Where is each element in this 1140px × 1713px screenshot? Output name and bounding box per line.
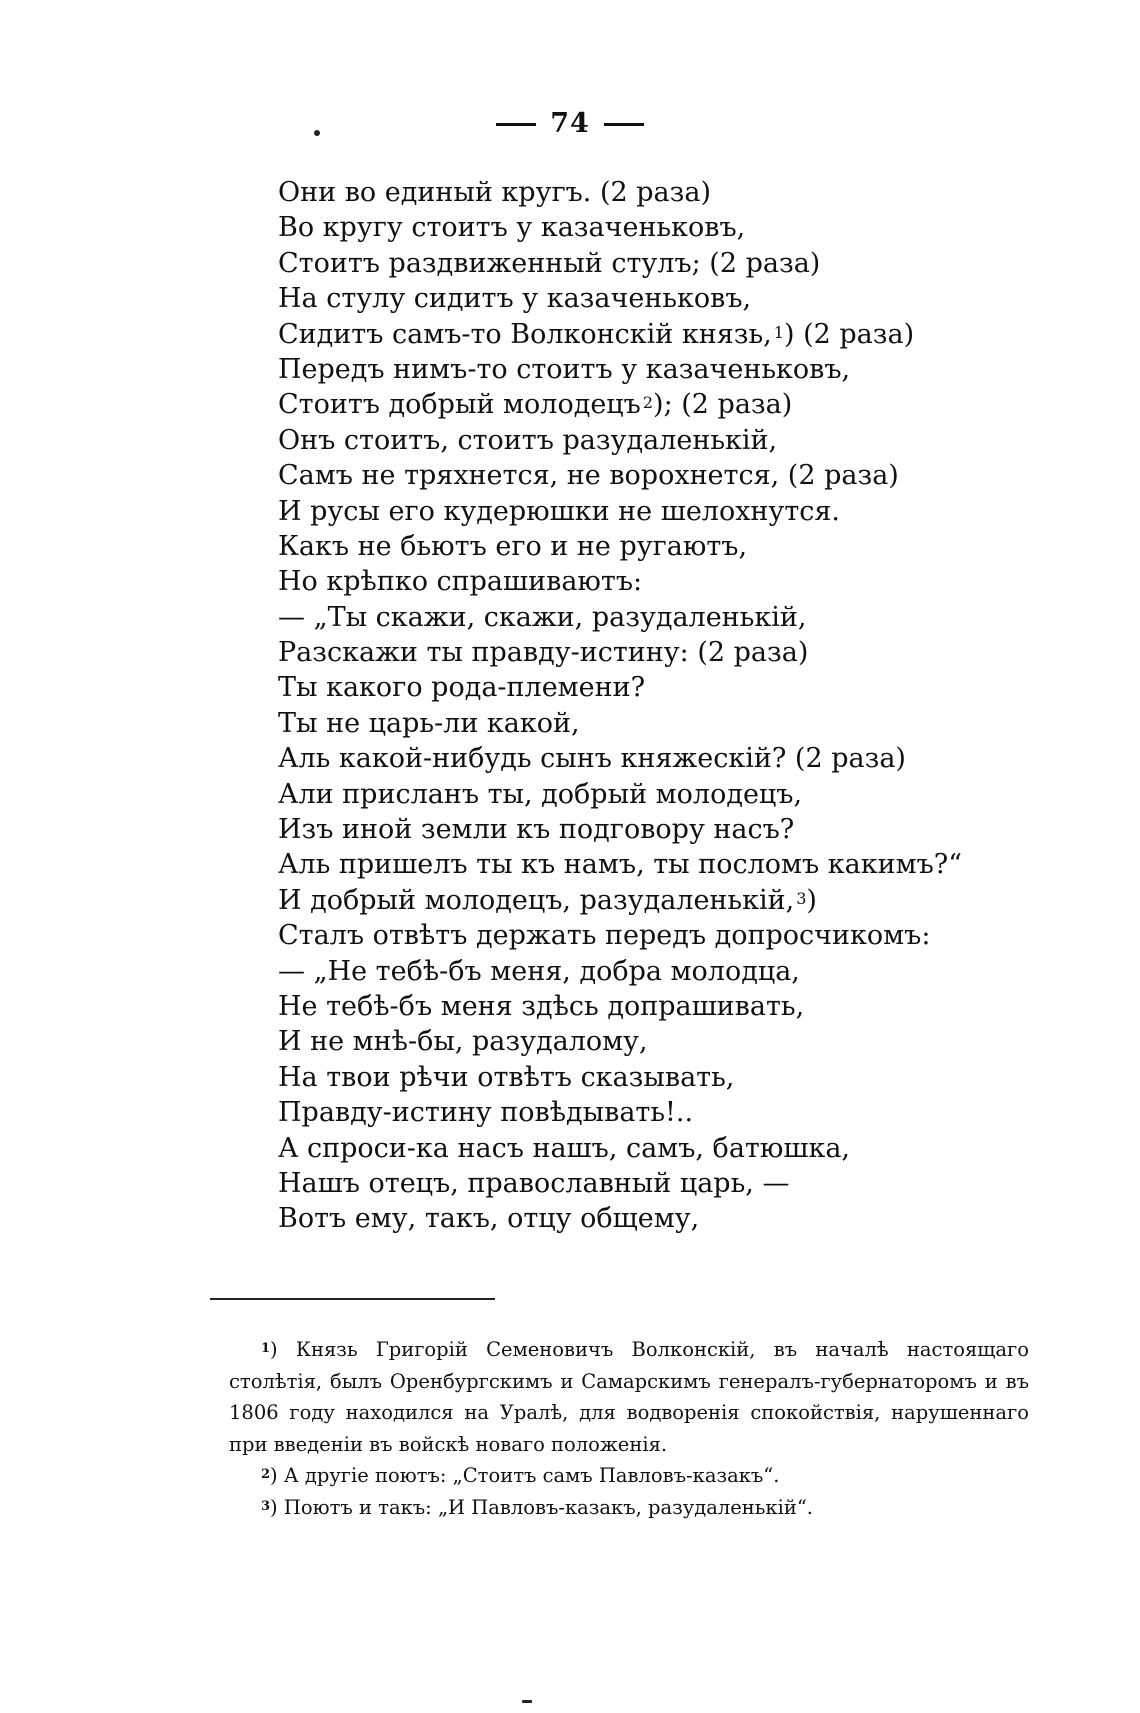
verse-line: — „Ты скажи, скажи, разудаленькій, [278,601,807,633]
footnote-mark: 2 [261,1467,271,1482]
verse-line: Они во единый кругъ. (2 раза) [278,177,711,208]
verse-line: Нашъ отецъ, православный царь, — [278,1167,790,1199]
footnotes [229,1334,1029,1523]
verse-line: Стоитъ добрый молодецъ $^2$); (2 раза) [278,389,793,421]
verse-line: Разскажи ты правду-истину: (2 раза) [278,637,809,669]
footnote: $^3$) Поютъ и такъ: „И Павловъ-казакъ, разудаленькій“. [261,1495,814,1519]
page-number-dash-left [496,123,536,126]
verse-line: На стулу сидитъ у казаченьковъ, [278,283,752,315]
verse-line: На твои рѣчи отвѣтъ сказывать, [278,1061,735,1093]
verse-line: Вотъ ему, такъ, отцу общему, [278,1203,700,1235]
footnote-separator [210,1298,495,1300]
footnote: $^2$) А другіе поютъ: „Стоитъ самъ Павловъ-казакъ“. [261,1464,780,1487]
verse-line: Сидитъ самъ-то Волконскій князь, $^1$) (2 раза) [278,318,915,350]
verse-line: — „Не тебѣ-бъ меня, добра молодца, [278,955,800,987]
verse-line: Передъ нимъ-то стоитъ у казаченьковъ, [278,353,851,385]
footnote: $^1$) Князь Григорій Семеновичъ Волконскій, въ началѣ настоящаго столѣтія, былъ Оренбургскимъ и Самарскимъ генералъ-губернаторомъ и въ 1806 году находился на Уралѣ, для водворенія спокойствія, нарушеннаго при введеніи въ войскѣ новаго положенія. [229,1338,1029,1456]
verse-line: Не тебѣ-бъ меня здѣсь допрашивать, [278,990,805,1022]
verse-line: Изъ иной земли къ подговору насъ? [278,814,795,846]
footnote-text: Князь Григорій Семеновичъ Волконскій, въ началѣ настоящаго столѣтія, былъ Оренбургскимъ и Самарскимъ генералъ-губернаторомъ и въ 1806 году находился на Уралѣ, для водворенія спокойствія, нарушеннаго при введеніи въ войскѣ новаго положенія. [229,1338,1029,1456]
footnote-ref: 1 [773,322,784,342]
verse-block [278,175,998,1237]
verse-line: Стоитъ раздвиженный стулъ; (2 раза) [278,247,821,279]
page-number-dash-right [604,123,644,126]
footnote-mark: 1 [261,1341,271,1356]
footnote-mark: 3 [261,1498,271,1514]
verse-line: Ты не царь-ли какой, [278,707,580,739]
speck [522,1700,532,1703]
verse-line: И русы его кудерюшки не шелохнутся. [278,495,840,527]
footnote-text: А другіе поютъ: „Стоитъ самъ Павловъ-казакъ“. [283,1464,780,1487]
verse-line: Но крѣпко спрашиваютъ: [278,566,643,598]
page-number [0,108,1140,139]
verse-line: Аль пришелъ ты къ намъ, ты посломъ какимъ?“ [278,849,963,881]
verse-line: И не мнѣ-бы, разудалому, [278,1026,648,1058]
verse-line: Правду-истину повѣдывать!.. [278,1097,694,1129]
verse-line: Али присланъ ты, добрый молодецъ, [278,778,803,810]
verse-line: А спроси-ка насъ нашъ, самъ, батюшка, [278,1132,851,1164]
verse-line: Какъ не бьютъ его и не ругаютъ, [278,530,748,562]
verse-line: Ты какого рода-племени? [278,672,646,704]
footnote-ref: 3 [796,888,807,908]
verse-line: Сталъ отвѣтъ держать передъ допросчикомъ: [278,920,931,952]
speck [314,130,320,136]
verse-line: Онъ стоитъ, стоитъ разудаленькій, [278,424,778,456]
footnote-ref: 2 [642,393,654,413]
footnote-text: Поютъ и такъ: „И Павловъ-казакъ, разудаленькій“. [283,1495,814,1519]
verse-line: И добрый молодецъ, разудаленькій, $^3$) [278,884,817,916]
verse-line: Во кругу стоитъ у казаченьковъ, [278,212,746,244]
page-number-value: 74 [550,108,590,139]
verse-line: Аль какой-нибудь сынъ княжескій? (2 раза) [278,743,906,775]
verse-line: Самъ не тряхнется, не ворохнется, (2 раза) [278,460,899,492]
